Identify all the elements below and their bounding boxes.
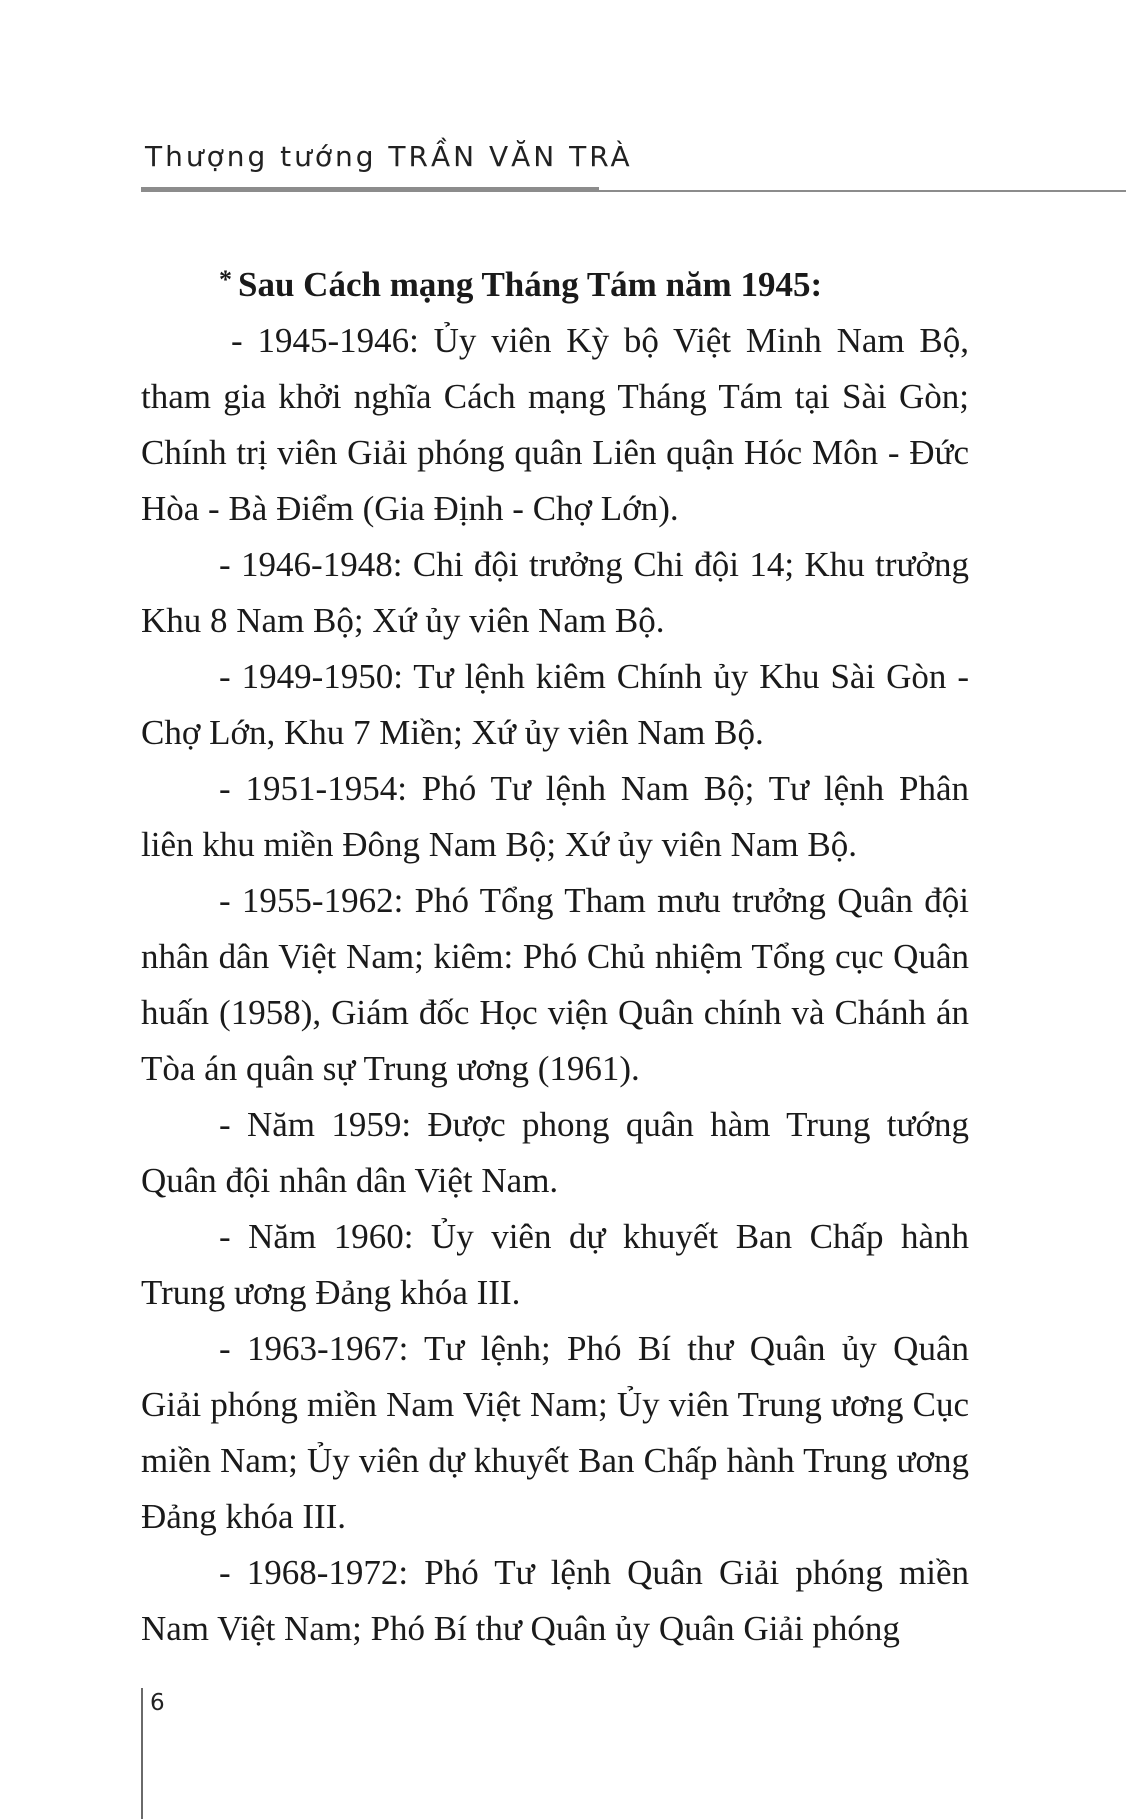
timeline-entry-1946-1948: - 1946-1948: Chi đội trưởng Chi đội 14; Khu trưởng Khu 8 Nam Bộ; Xứ ủy viên Nam Bộ. [141,545,969,640]
timeline-entry-1951-1954: - 1951-1954: Phó Tư lệnh Nam Bộ; Tư lệnh Phân liên khu miền Đông Nam Bộ; Xứ ủy viên Nam Bộ. [141,769,969,864]
timeline-entry-1945-1946: - 1945-1946: Ủy viên Kỳ bộ Việt Minh Nam Bộ, tham gia khởi nghĩa Cách mạng Tháng Tám tại Sài Gòn; Chính trị viên Giải phóng quân Liên quận Hóc Môn - Đức Hòa - Bà Điểm (Gia Định - Chợ Lớn). [141,321,969,528]
header-rule-thin [141,190,1126,192]
asterisk-marker: * [219,265,232,294]
timeline-entry-1955-1962: - 1955-1962: Phó Tổng Tham mưu trưởng Quân đội nhân dân Việt Nam; kiêm: Phó Chủ nhiệm Tổng cục Quân huấn (1958), Giám đốc Học viện Quân chính và Chánh án Tòa án quân sự Trung ương (1961). [141,881,969,1088]
timeline-entry-1968-1972: - 1968-1972: Phó Tư lệnh Quân Giải phóng miền Nam Việt Nam; Phó Bí thư Quân ủy Quân Giải phóng [141,1553,969,1648]
timeline-entry-1959: - Năm 1959: Được phong quân hàm Trung tướng Quân đội nhân dân Việt Nam. [141,1105,969,1200]
page-number: 6 [150,1690,165,1716]
timeline-entry-1963-1967: - 1963-1967: Tư lệnh; Phó Bí thư Quân ủy Quân Giải phóng miền Nam Việt Nam; Ủy viên Trung ương Cục miền Nam; Ủy viên dự khuyết Ban Chấp hành Trung ương Đảng khóa III. [141,1329,969,1536]
section-heading [141,252,969,313]
section-heading-text: Sau Cách mạng Tháng Tám năm 1945: [238,265,823,304]
footer-vertical-rule [141,1688,143,1819]
running-header-title: Thượng tướng TRẦN VĂN TRÀ [145,140,633,173]
page-body [141,252,969,1657]
timeline-entry-1949-1950: - 1949-1950: Tư lệnh kiêm Chính ủy Khu Sài Gòn - Chợ Lớn, Khu 7 Miền; Xứ ủy viên Nam Bộ. [141,657,969,752]
timeline-entry-1960: - Năm 1960: Ủy viên dự khuyết Ban Chấp hành Trung ương Đảng khóa III. [141,1217,969,1312]
